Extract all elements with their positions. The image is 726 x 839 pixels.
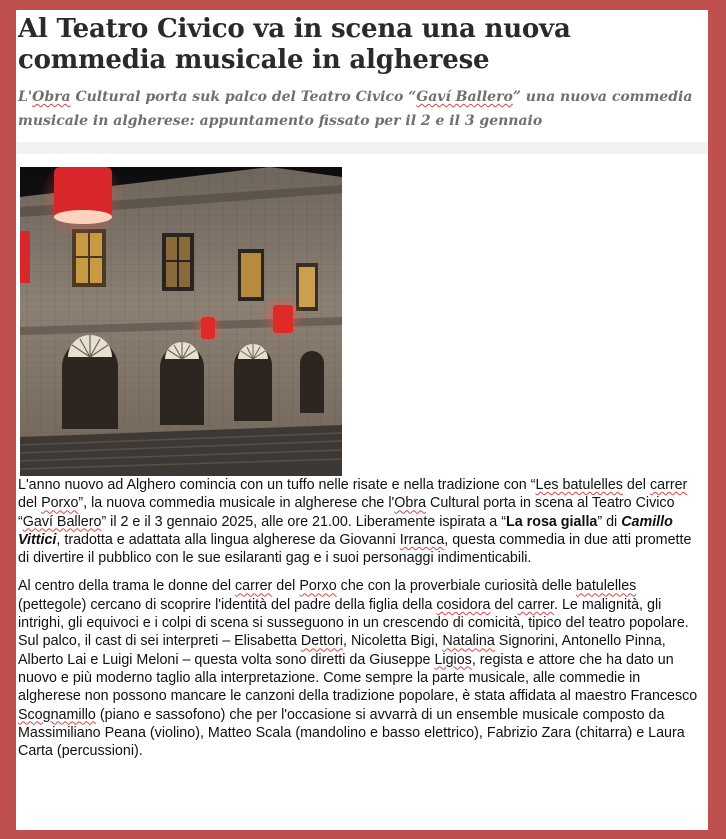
article-body xyxy=(18,476,706,770)
article-subtitle: L'Obra Cultural porta suk palco del Teatro Civico “Gaví Ballero” una nuova commedia musicale in algherese: appuntamento fissato per il 2 e il 3 gennaio xyxy=(18,89,693,129)
book-title: La rosa gialla xyxy=(505,513,598,530)
article-page xyxy=(16,10,708,830)
subtitle-divider xyxy=(16,142,708,154)
article-title: Al Teatro Civico va in scena una nuova commedia musicale in algherese xyxy=(18,14,571,75)
theatre-photo xyxy=(20,167,342,476)
paragraph-2: Al centro della trama le donne del carrer del Porxo che con la proverbiale curiosità delle batulelles (pettegole) cercano di scoprire l'identità del padre della figlia della cosidora del carrer. Le malignità, gli intrighi, gli equivoci e i colpi di scena si susseguono in un crescendo di comicità, tipico del teatro popolare. Sul palco, il cast di sei interpreti – Elisabetta Dettori, Nicoletta Bigi, Natalina Signorini, Antonello Pinna, Alberto Lai e Luigi Meloni – questa volta sono diretti da Giuseppe Ligios, regista e attore che ha dato un nuovo e più moderno taglio alla interpretazione. Come sempre la parte musicale, alle commedie in algherese non possono mancare le canzoni della tradizione popolare, è stata affidata al maestro Francesco Scognamillo (piano e sassofono) che per l'occasione si avvarrà di un ensemble musicale composto da Massimiliano Peana (violino), Matteo Scala (mandolino e basso elettrico), Fabrizio Zara (chitarra) e Laura Carta (percussioni). xyxy=(18,578,698,760)
author-name: Camillo Vittici xyxy=(18,513,673,548)
paragraph-1: L'anno nuovo ad Alghero comincia con un tuffo nelle risate e nella tradizione con “Les batulelles del carrer del Porxo”, la nuova commedia musicale in algherese che l'Obra Cultural porta in scena al Teatro Civico “Gaví Ballero” il 2 e il 3 gennaio 2025, alle ore 21.00. Liberamente ispirata a “La rosa gialla” di Camillo Vittici, tradotta e adattata alla lingua algherese da Giovanni Irranca, questa commedia in due atti promette di divertire il pubblico con le sue esilaranti gag e i suoi personaggi indimenticabili. xyxy=(18,477,692,567)
